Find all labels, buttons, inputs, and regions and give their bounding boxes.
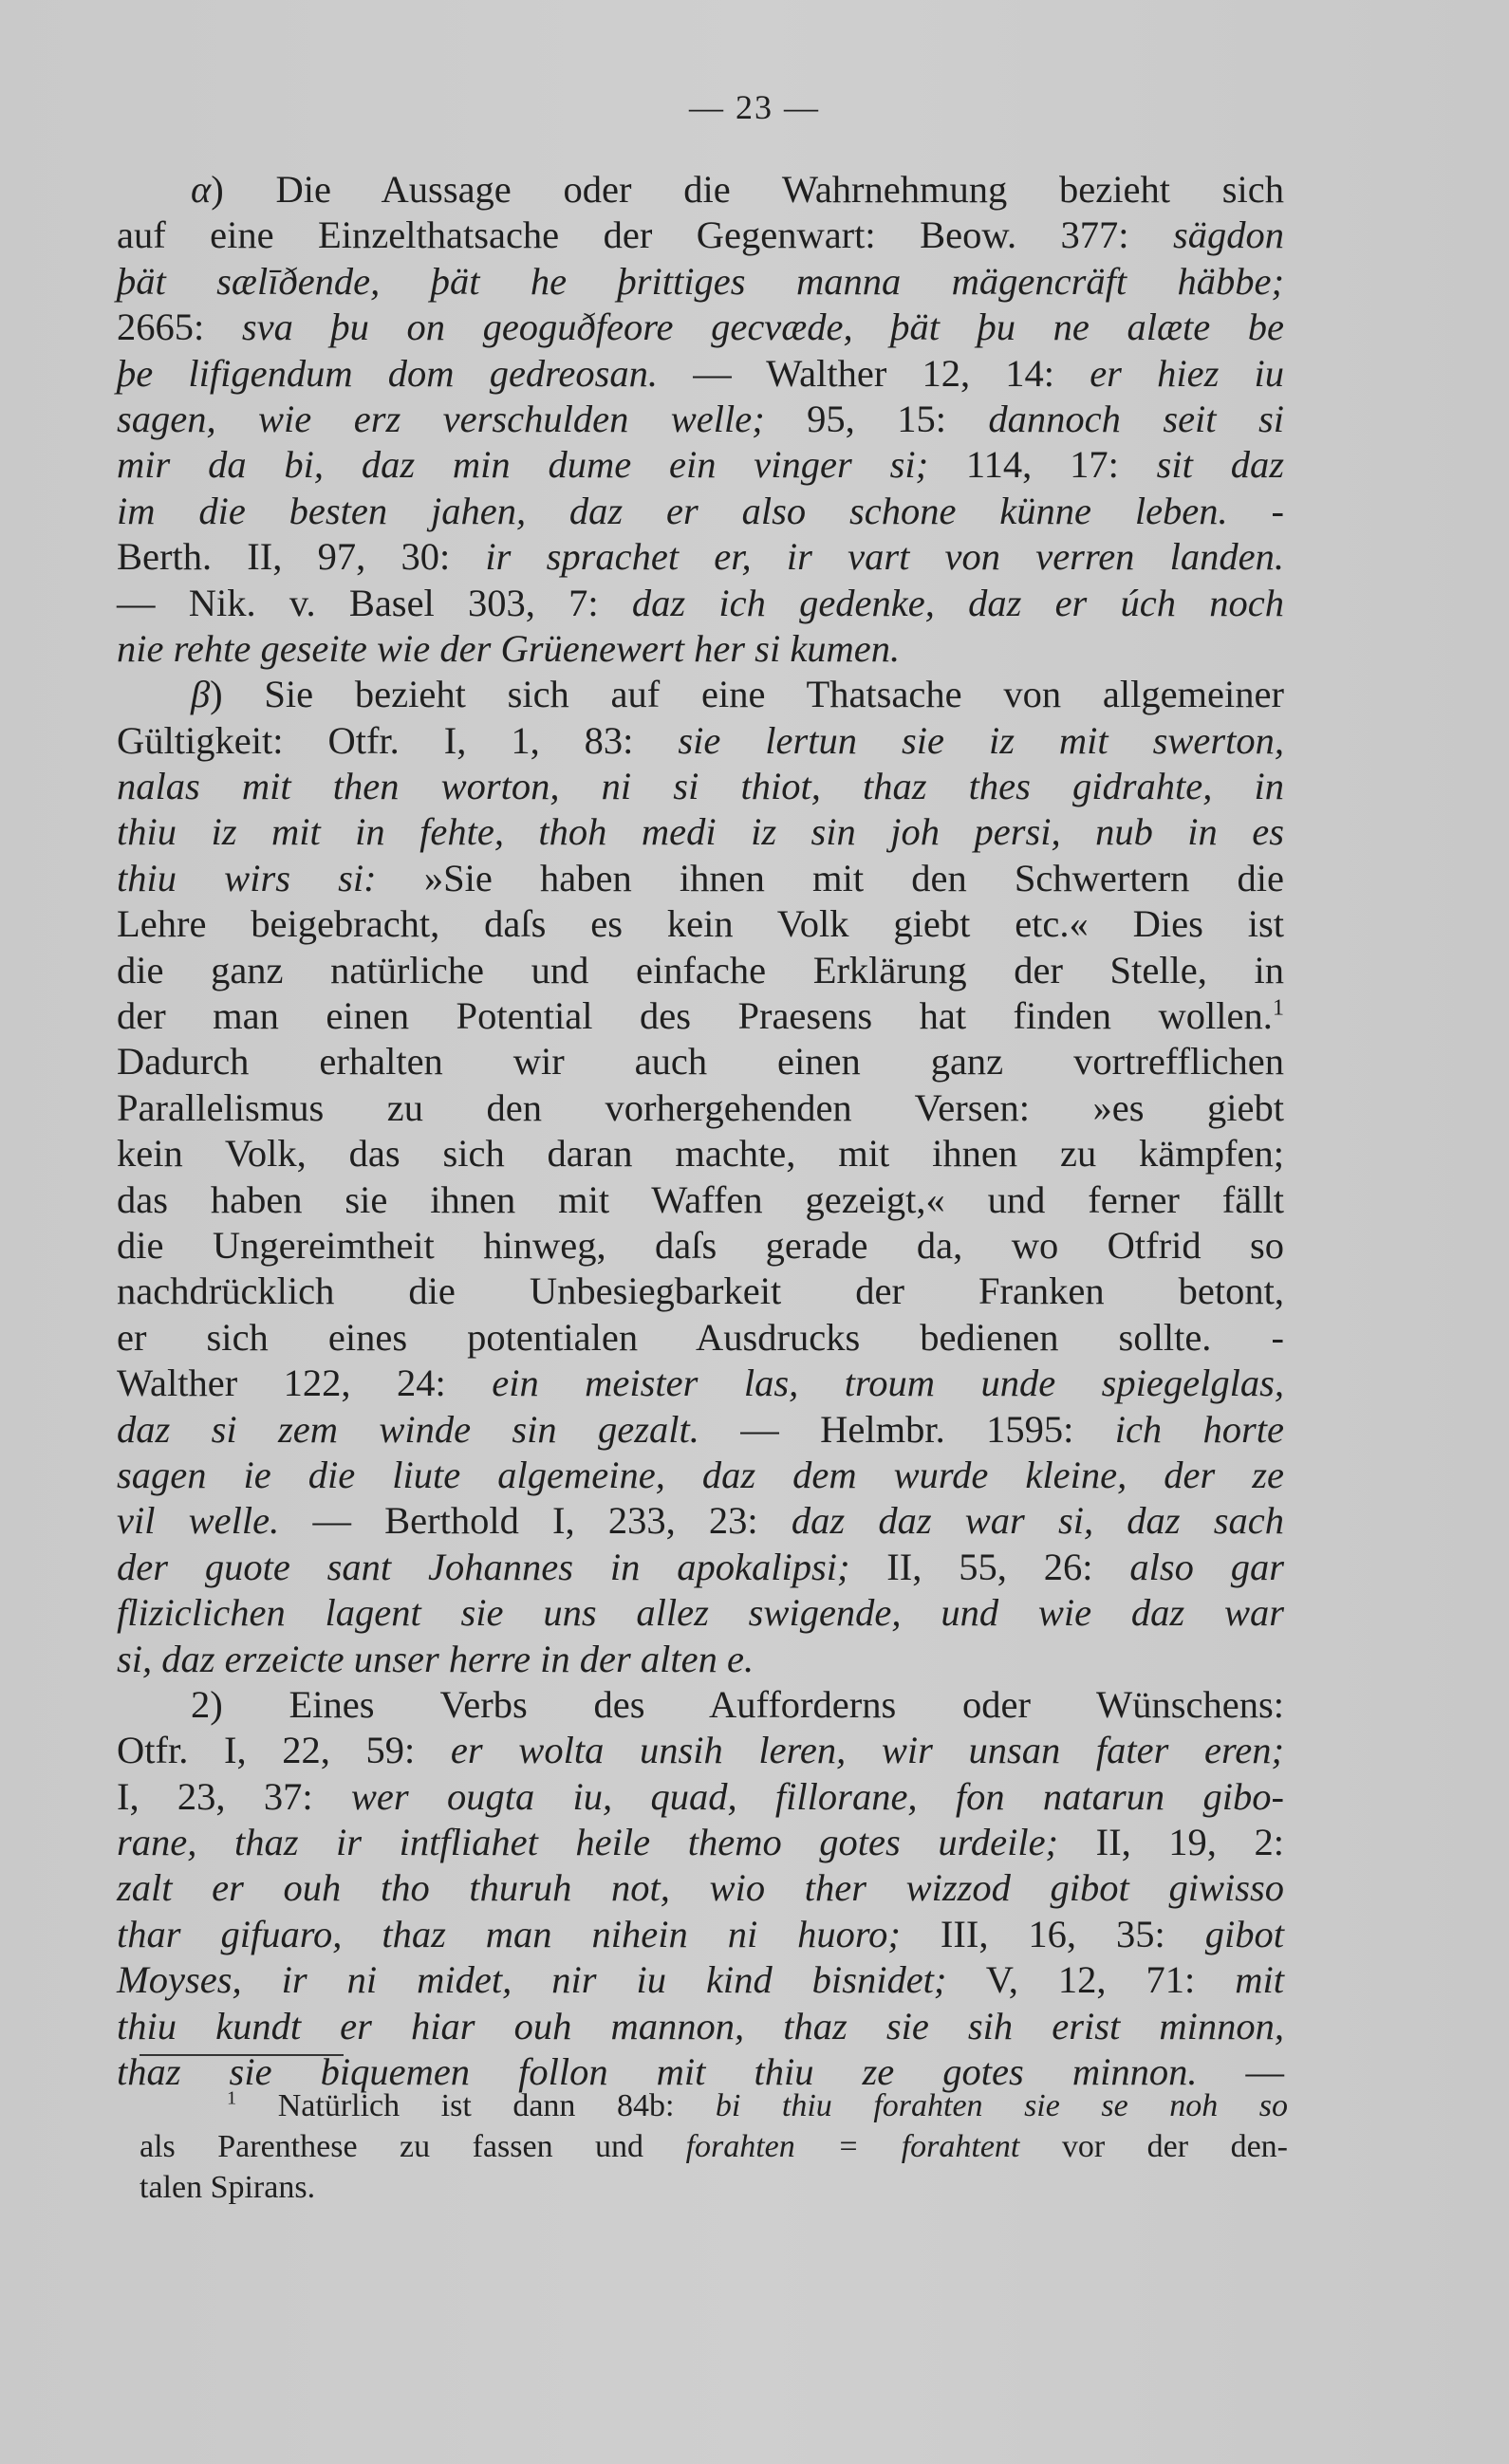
text-line: nachdrücklich die Unbesiegbarkeit der Franken betont, [117, 1269, 1284, 1313]
text-line: þät sælīðende, þät he þrittiges manna mägencräft häbbe; [117, 259, 1284, 303]
text-line: thiu iz mit in fehte, thoh medi iz sin joh persi, nub in es [117, 810, 1284, 854]
text-line: — Nik. v. Basel 303, 7: daz ich gedenke, daz er úch noch [117, 581, 1284, 624]
text-line: nie rehte geseite wie der Grüenewert her si kumen. [117, 626, 901, 670]
text-line: Gültigkeit: Otfr. I, 1, 83: sie lertun sie iz mit swerton, [117, 718, 1284, 762]
text-line: β) Sie bezieht sich auf eine Thatsache von allgemeiner [191, 673, 1284, 716]
text-line: 2665: sva þu on geoguðfeore gecvæde, þät þu ne alæte be [117, 306, 1284, 349]
page-number: — 23 — [689, 88, 820, 126]
text-line: þe lifigendum dom gedreosan. — Walther 12, 14: er hiez iu [117, 351, 1284, 395]
text-line: thiu wirs si: »Sie haben ihnen mit den Schwertern die [117, 856, 1284, 899]
text-line: sagen, wie erz verschulden welle; 95, 15: dannoch seit si [117, 397, 1285, 440]
text-line: Walther 122, 24: ein meister las, troum unde spiegelglas, [117, 1362, 1284, 1405]
text-line: Parallelismus zu den vorhergehenden Versen: »es giebt [117, 1085, 1284, 1129]
text-line: der man einen Potential des Praesens hat finden wollen.$^1$ [117, 994, 1284, 1038]
text-line: talen Spirans. [140, 2170, 316, 2205]
text-line: der guote sant Johannes in apokalipsi; II, 55, 26: also gar [117, 1545, 1284, 1588]
text-line: zalt er ouh tho thuruh not, wio ther wizzod gibot giwisso [117, 1866, 1284, 1910]
text-line: thaz sie biquemen follon mit thiu ze gotes minnon. — [117, 2050, 1284, 2094]
text-line: $^1$ Natürlich ist dann 84b: bi thiu forahten sie se noh so [227, 2087, 1288, 2123]
text-line: die ganz natürliche und einfache Erklärung der Stelle, in [117, 948, 1284, 991]
footnote-divider [140, 2054, 344, 2056]
text-line: sagen ie die liute algemeine, daz dem wurde kleine, der ze [117, 1453, 1284, 1496]
text-line: Berth. II, 97, 30: ir sprachet er, ir vart von verren landen. [117, 535, 1284, 579]
text-line: er sich eines potentialen Ausdrucks bedienen sollte. - [117, 1315, 1284, 1359]
text-line: I, 23, 37: wer ougta iu, quad, fillorane, fon natarun gibo- [117, 1774, 1284, 1818]
main-text [117, 167, 1284, 2095]
text-line: Otfr. I, 22, 59: er wolta unsih leren, wir unsan fater eren; [117, 1729, 1284, 1772]
text-line: als Parenthese zu fassen und forahten = forahtent vor der den- [140, 2129, 1288, 2164]
text-line: im die besten jahen, daz er also schone künne leben. - [117, 489, 1284, 532]
text-line: kein Volk, das sich daran machte, mit ihnen zu kämpfen; [117, 1132, 1284, 1176]
text-line: thiu kundt er hiar ouh mannon, thaz sie sih erist minnon, [117, 2004, 1284, 2047]
text-line: vil welle. — Berthold I, 233, 23: daz daz war si, daz sach [117, 1499, 1284, 1543]
text-line: mir da bi, daz min dume ein vinger si; 114, 17: sit daz [117, 443, 1284, 487]
text-line: Dadurch erhalten wir auch einen ganz vortrefflichen [117, 1040, 1284, 1084]
text-line: die Ungereimtheit hinweg, daſs gerade da, wo Otfrid so [117, 1223, 1284, 1267]
text-line: thar gifuaro, thaz man nihein ni huoro; III, 16, 35: gibot [117, 1912, 1285, 1955]
text-line: fliziclichen lagent sie uns allez swigende, und wie daz war [117, 1591, 1284, 1635]
text-line: das haben sie ihnen mit Waffen gezeigt,« und ferner fällt [117, 1177, 1284, 1221]
text-line: 2) Eines Verbs des Aufforderns oder Wünschens: [191, 1682, 1284, 1726]
text-line: α) Die Aussage oder die Wahrnehmung bezieht sich [191, 168, 1284, 211]
text-line: Lehre beigebracht, daſs es kein Volk giebt etc.« Dies ist [117, 902, 1284, 946]
footnote [140, 2085, 1288, 2208]
text-line: rane, thaz ir intfliahet heile themo gotes urdeile; II, 19, 2: [117, 1821, 1285, 1864]
text-line: daz si zem winde sin gezalt. — Helmbr. 1595: ich horte [117, 1407, 1285, 1451]
text-line: si, daz erzeicte unser herre in der alten e. [117, 1637, 754, 1680]
text-line: nalas mit then worton, ni si thiot, thaz thes gidrahte, in [117, 765, 1284, 808]
text-line: Moyses, ir ni midet, nir iu kind bisnidet; V, 12, 71: mit [117, 1958, 1284, 2002]
text-line: auf eine Einzelthatsache der Gegenwart: Beow. 377: sägdon [117, 213, 1284, 257]
